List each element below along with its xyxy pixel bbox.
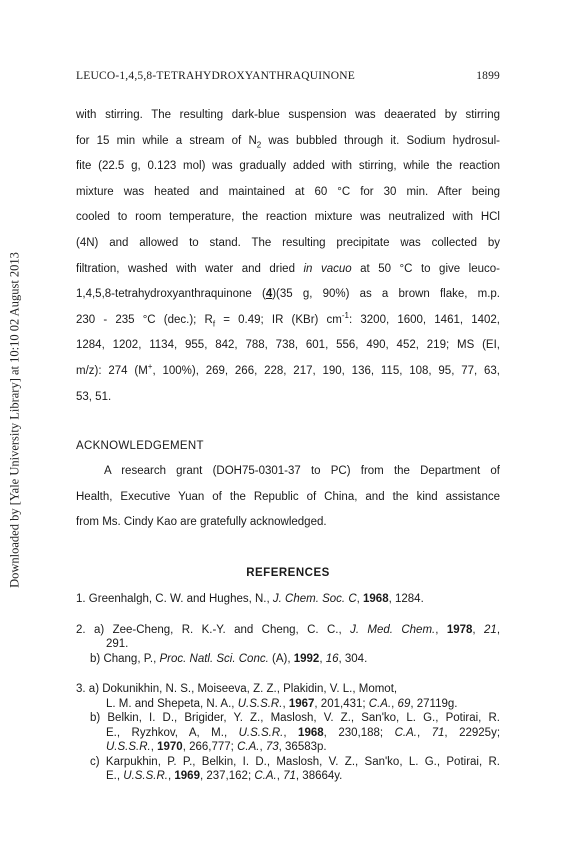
text-run: , 36583p.	[278, 741, 327, 753]
year: 1968	[298, 726, 324, 739]
references-heading: REFERENCES	[246, 567, 330, 579]
superscript: +	[147, 362, 153, 372]
text-run: for 15 min while a stream of N	[76, 134, 257, 147]
text-run: (A),	[268, 652, 294, 665]
body-line	[76, 282, 500, 308]
superscript: -1	[341, 310, 350, 320]
body-text	[76, 103, 500, 410]
text-run: Greenhalgh, C. W. and Hughes, N.,	[88, 593, 273, 605]
reference-1	[76, 592, 500, 607]
text-run: Zee-Cheng, R. K.-Y. and Cheng, C. C.,	[112, 623, 351, 636]
ref-number: 1.	[76, 593, 86, 605]
ref-line	[76, 740, 500, 755]
body-line	[76, 359, 500, 385]
text-run: was bubbled through it. Sodium hydrosul-	[261, 134, 500, 147]
text-run: , 27119g.	[410, 697, 458, 710]
subscript: f	[212, 319, 216, 329]
text-run: ,	[391, 697, 398, 710]
text-run: filtration, washed with water and dried	[76, 262, 304, 275]
text-run: 1,4,5,8-tetrahydroxyanthraquinone (	[76, 288, 266, 301]
body-line: with stirring. The resulting dark-blue suspension was deaerated by stirring	[76, 109, 500, 121]
journal-name: U.S.S.R.	[237, 697, 283, 710]
text-run: , 266,777;	[182, 741, 238, 753]
text-run: , 22925y;	[444, 726, 501, 739]
ack-line: Health, Executive Yuan of the Republic of China, and the kind assistance	[76, 490, 500, 503]
text-run: ,	[276, 770, 284, 782]
text-run: Chang, P.,	[103, 652, 160, 665]
volume: 69	[397, 697, 411, 710]
ref-line	[76, 711, 500, 726]
ack-line: A research grant (DOH75-0301-37 to PC) from the Department of	[104, 465, 500, 477]
text-run: , 201,431;	[314, 697, 369, 710]
body-line: (4N) and allowed to stand. The resulting precipitate was collected by	[76, 236, 500, 249]
volume: 16	[325, 652, 339, 665]
text-run: ,	[283, 726, 299, 739]
year: 1968	[363, 593, 389, 605]
volume: 73	[265, 741, 279, 753]
text-run: , 100%), 269, 266, 228, 217, 190, 136, 115, 108, 95, 77, 63,	[152, 364, 500, 377]
sub-label: c)	[90, 755, 100, 768]
ref-line	[76, 726, 500, 741]
year: 1992	[293, 652, 320, 665]
acknowledgement-text	[76, 459, 500, 536]
journal-name: C.A.	[368, 697, 392, 710]
text-run: ,	[168, 770, 175, 782]
text-run: L. M. and Shepeta, N. A.,	[106, 697, 238, 710]
experimental-paragraph	[76, 103, 500, 410]
text-run: ,	[496, 623, 501, 636]
text-run: ,	[259, 741, 266, 753]
ack-line: from Ms. Cindy Kao are gratefully acknowledged.	[76, 516, 327, 529]
ref-line	[76, 592, 500, 607]
journal-name: Proc. Natl. Sci. Conc.	[159, 652, 269, 665]
body-line	[76, 308, 500, 334]
download-watermark	[8, 230, 22, 610]
italic-run: in vacuo	[303, 262, 352, 275]
body-line	[76, 129, 500, 155]
page-number: 1899	[476, 70, 500, 82]
acknowledgement-heading: ACKNOWLEDGEMENT	[76, 440, 204, 452]
sub-label: b)	[90, 652, 101, 665]
text-run: = 0.49; IR (KBr) cm	[215, 313, 342, 326]
ref-line	[76, 682, 500, 697]
text-run: ,	[472, 623, 485, 636]
ref-line	[76, 652, 500, 667]
body-line	[76, 257, 500, 283]
text-run: m/z): 274 (M	[76, 364, 148, 377]
text-run: 230 - 235 °C (dec.); R	[76, 313, 213, 326]
volume: 71	[431, 726, 445, 739]
sub-label: a)	[93, 623, 105, 636]
journal-name: U.S.S.R.	[123, 770, 168, 782]
year: 1970	[157, 741, 183, 753]
body-line: mixture was heated and maintained at 60 °C for 30 min. After being	[76, 185, 500, 198]
volume: 21	[484, 623, 497, 636]
text-run: ,	[356, 593, 364, 605]
year: 1978	[446, 623, 473, 636]
reference-list	[76, 592, 500, 784]
body-line: 53, 51.	[76, 390, 112, 403]
body-line: 1284, 1202, 1134, 955, 842, 788, 738, 601, 556, 490, 452, 219; MS (EI,	[76, 339, 500, 352]
download-note: Downloaded by [Yale University Library] at 10:10 02 August 2013	[7, 252, 22, 588]
journal-name: C.A.	[254, 770, 277, 782]
reference-3	[76, 682, 500, 784]
text-run: Belkin, I. D., Brigider, Y. Z., Maslosh, V. Z., San'ko, L. G., Potirai, R.	[107, 712, 500, 724]
ref-line: 291.	[106, 638, 129, 650]
ref-line	[76, 755, 500, 770]
volume: 71	[283, 770, 296, 782]
ref-line	[76, 697, 500, 712]
ref-number: 3.	[76, 683, 86, 695]
journal-name: J. Chem. Soc. C	[272, 593, 357, 605]
running-title: LEUCO-1,4,5,8-TETRAHYDROXYANTHRAQUINONE	[76, 70, 355, 82]
ref-line	[76, 769, 500, 784]
text-run: ,	[150, 741, 158, 753]
text-run: , 237,162;	[199, 770, 255, 782]
text-run: : 3200, 1600, 1461, 1402,	[349, 313, 500, 326]
compound-number: 4	[265, 288, 273, 301]
journal-name: C.A.	[394, 726, 417, 739]
journal-name: J. Med. Chem.	[350, 623, 436, 636]
sub-label: b)	[90, 712, 101, 724]
text-run: ,	[416, 726, 432, 739]
text-run: )(35 g, 90%) as a brown flake, m.p.	[272, 288, 500, 301]
text-run: at 50 °C to give leuco-	[351, 262, 500, 275]
journal-name: C.A.	[237, 741, 260, 753]
ref-number: 2.	[76, 623, 86, 636]
journal-name: U.S.S.R.	[238, 726, 284, 739]
text-run: ,	[435, 623, 447, 636]
text-run: ,	[319, 652, 326, 665]
body-line: fite (22.5 g, 0.123 mol) was gradually added with stirring, while the reaction	[76, 160, 500, 173]
ref-line	[76, 623, 500, 638]
year: 1967	[288, 697, 315, 710]
text-run: Dokunikhin, N. S., Moiseeva, Z. Z., Plakidin, V. L., Momot,	[102, 683, 398, 695]
year: 1969	[174, 770, 200, 782]
text-run: , 230,188;	[323, 726, 395, 739]
reference-2	[76, 623, 500, 667]
text-run: , 304.	[338, 652, 368, 665]
running-header	[76, 70, 500, 86]
sub-label: a)	[88, 683, 100, 695]
text-run: Karpukhin, P. P., Belkin, I. D., Maslosh, V. Z., San'ko, L. G., Potirai, R.	[105, 755, 500, 768]
journal-name: U.S.S.R.	[106, 741, 151, 753]
subscript: 2	[256, 139, 262, 149]
text-run: , 1284.	[388, 593, 424, 605]
text-run: , 38664y.	[295, 770, 343, 782]
text-run: E.,	[106, 770, 124, 782]
text-run: E., Ryzhkov, A, M.,	[106, 726, 239, 739]
text-run: ,	[282, 697, 289, 710]
body-line: cooled to room temperature, the reaction mixture was neutralized with HCl	[76, 211, 500, 224]
